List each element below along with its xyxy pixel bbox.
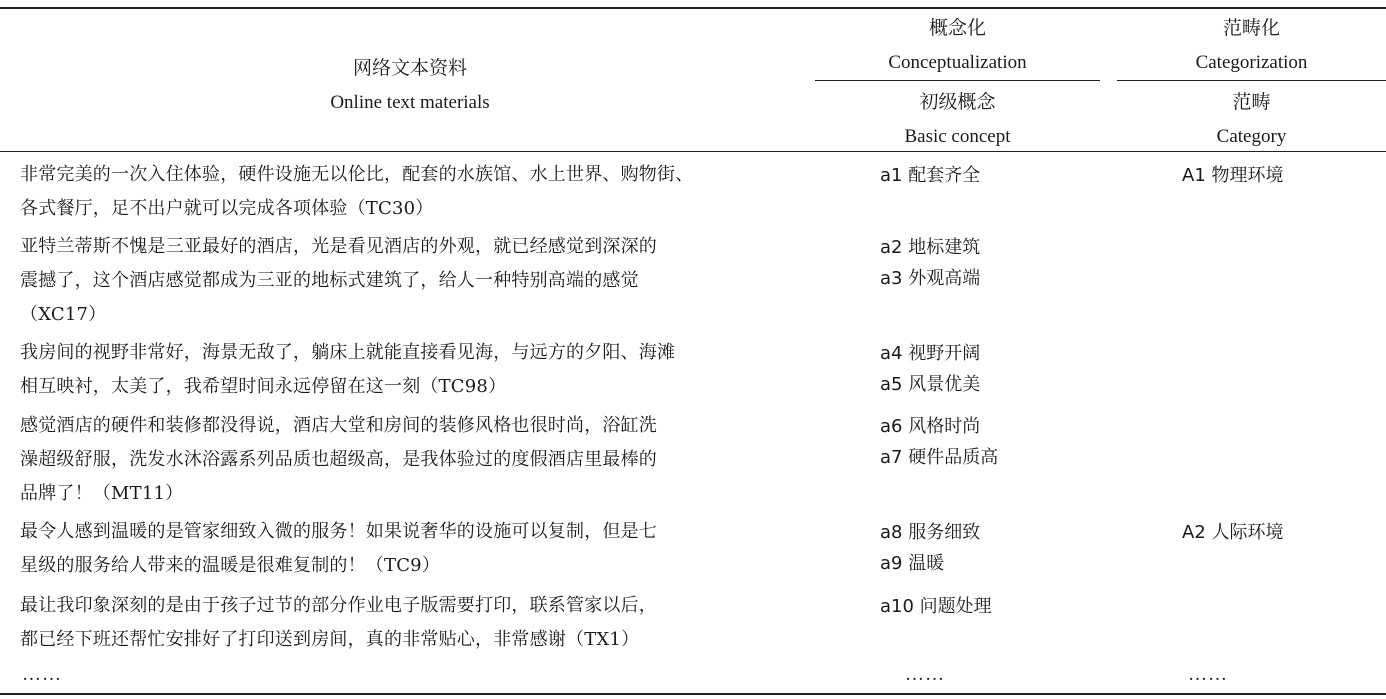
text-ellipsis: …… xyxy=(22,664,62,685)
row-concepts xyxy=(880,338,1100,400)
header-conceptualization-en: Conceptualization xyxy=(888,52,1027,73)
header-basic-concept xyxy=(815,86,1100,154)
header-categorization-en: Categorization xyxy=(1195,52,1308,73)
concept-item: a9 温暖 xyxy=(880,553,945,574)
row-text: 非常完美的一次入住体验，硬件设施无以伦比，配套的水族馆、水上世界、购物街、 各式餐厅，足不出户就可以完成各项体验（TC30） xyxy=(20,164,694,219)
concept-item: a8 服务细致 xyxy=(880,522,981,543)
header-category-en: Category xyxy=(1216,126,1287,147)
conceptualization-underline xyxy=(815,80,1100,81)
header-conceptualization xyxy=(815,12,1100,80)
row-concepts xyxy=(880,411,1100,473)
concept-ellipsis: …… xyxy=(905,664,945,685)
concept-item: a5 风景优美 xyxy=(880,374,981,395)
header-category-cn: 范畴 xyxy=(1232,92,1271,113)
row-text: 最让我印象深刻的是由于孩子过节的部分作业电子版需要打印，联系管家以后， 都已经下班还帮忙安排好了打印送到房间，真的非常贴心，非常感谢（TX1） xyxy=(20,595,657,650)
concept-item: a1 配套齐全 xyxy=(880,165,981,186)
header-categorization xyxy=(1117,12,1386,80)
concept-item: a4 视野开阔 xyxy=(880,343,981,364)
concept-item: a2 地标建筑 xyxy=(880,237,981,258)
row-text: 我房间的视野非常好，海景无敌了，躺床上就能直接看见海，与远方的夕阳、海滩 相互映衬，太美了，我希望时间永远停留在这一刻（TC98） xyxy=(20,342,676,397)
concept-item: a7 硬件品质高 xyxy=(880,447,999,468)
header-basic-concept-cn: 初级概念 xyxy=(919,92,996,113)
row-concepts xyxy=(880,517,1100,579)
header-online-text-cn: 网络文本资料 xyxy=(352,58,467,79)
category-ellipsis: …… xyxy=(1188,664,1228,685)
row-category: A1 物理环境 xyxy=(1182,165,1284,186)
header-basic-concept-en: Basic concept xyxy=(904,126,1011,147)
table-top-rule xyxy=(0,7,1386,9)
row-concepts xyxy=(880,591,1100,622)
row-text: 最令人感到温暖的是管家细致入微的服务！如果说奢华的设施可以复制，但是七 星级的服务给人带来的温暖是很难复制的！（TC9） xyxy=(20,521,657,576)
header-category xyxy=(1117,86,1386,154)
row-text: 感觉酒店的硬件和装修都没得说，酒店大堂和房间的装修风格也很时尚，浴缸洗 澡超级舒服，洗发水沐浴露系列品质也超级高，是我体验过的度假酒店里最棒的 品牌了！（MT11） xyxy=(20,415,657,504)
row-text: 亚特兰蒂斯不愧是三亚最好的酒店，光是看见酒店的外观，就已经感觉到深深的 震撼了，这个酒店感觉都成为三亚的地标式建筑了，给人一种特别高端的感觉 （XC17） xyxy=(20,236,657,325)
table-bottom-rule xyxy=(0,693,1386,695)
row-category: A2 人际环境 xyxy=(1182,522,1284,543)
row-concepts xyxy=(880,232,1100,294)
header-categorization-cn: 范畴化 xyxy=(1222,18,1280,39)
categorization-underline xyxy=(1117,80,1386,81)
row-concepts xyxy=(880,160,1100,191)
concept-item: a10 问题处理 xyxy=(880,596,992,617)
header-online-text-en: Online text materials xyxy=(330,92,490,113)
concept-item: a3 外观高端 xyxy=(880,268,981,289)
header-online-text xyxy=(240,52,580,120)
header-conceptualization-cn: 概念化 xyxy=(928,18,986,39)
concept-item: a6 风格时尚 xyxy=(880,416,981,437)
